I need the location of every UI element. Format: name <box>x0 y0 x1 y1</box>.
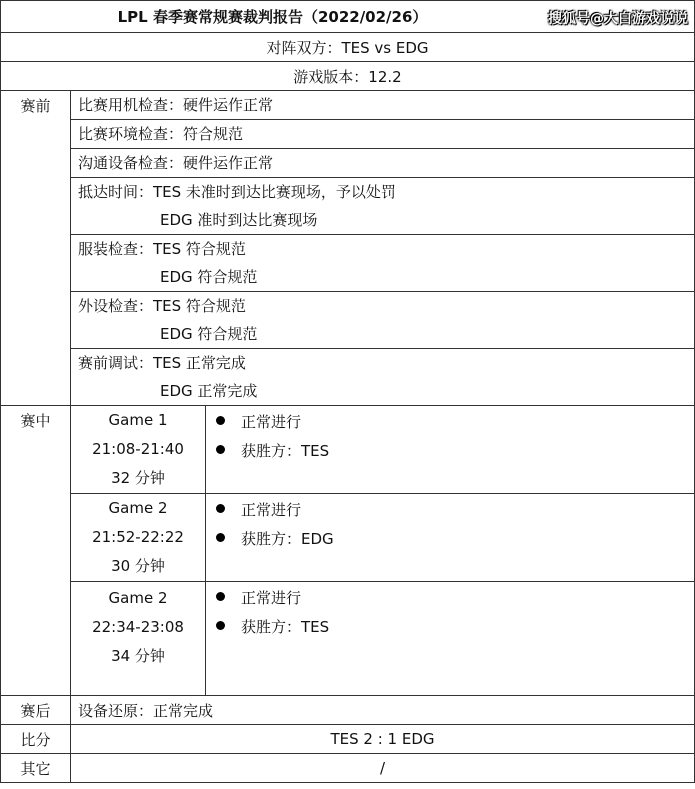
game-time: 22:34-23:08 <box>92 618 184 636</box>
section-label-mid: 赛中 <box>1 406 71 696</box>
pre-item-attire <box>71 235 695 292</box>
bullet-item <box>216 584 694 613</box>
pre-item-setup <box>71 349 695 406</box>
game-winner: 获胜方：EDG <box>241 530 334 548</box>
bullet-dot-icon <box>216 592 225 601</box>
game-name: Game 1 <box>108 411 168 429</box>
game-info <box>71 582 206 696</box>
report-title-cell <box>1 1 695 33</box>
game-duration: 30 分钟 <box>111 557 165 575</box>
bullet-item <box>216 525 694 554</box>
game-status: 正常进行 <box>241 501 302 519</box>
report-title: LPL 春季赛常规赛裁判报告（2022/02/26） <box>117 8 428 26</box>
pre-item-line: 服装检查：TES 符合规范 <box>78 240 246 258</box>
game-time: 21:08-21:40 <box>92 440 184 458</box>
game-time: 21:52-22:22 <box>92 528 184 546</box>
bullet-dot-icon <box>216 504 225 513</box>
score-value: TES 2 : 1 EDG <box>71 725 695 754</box>
pre-item-peripherals <box>71 292 695 349</box>
pre-item-arrival <box>71 178 695 235</box>
matchup: 对阵双方：TES vs EDG <box>1 33 695 62</box>
game-result <box>206 582 695 696</box>
bullet-dot-icon <box>216 416 225 425</box>
pre-item-line: EDG 正常完成 <box>160 382 258 400</box>
bullet-dot-icon <box>216 621 225 630</box>
game-info <box>71 406 206 494</box>
pre-item-line: 抵达时间：TES 未准时到达比赛现场，予以处罚 <box>78 183 396 201</box>
post-value: 设备还原：正常完成 <box>71 696 695 725</box>
pre-item-line: EDG 符合规范 <box>160 268 258 286</box>
pre-item-line: 比赛环境检查：符合规范 <box>78 125 244 143</box>
pre-item-environment <box>71 120 695 149</box>
pre-item-line: 外设检查：TES 符合规范 <box>78 297 246 315</box>
pre-item-line: 赛前调试：TES 正常完成 <box>78 354 246 372</box>
game-winner: 获胜方：TES <box>241 618 330 636</box>
game-info <box>71 494 206 582</box>
pre-item-line: 沟通设备检查：硬件运作正常 <box>78 154 274 172</box>
watermark: 搜狐号@大白游戏说说 <box>548 11 689 27</box>
game-status: 正常进行 <box>241 413 302 431</box>
bullet-item <box>216 408 694 437</box>
other-value: / <box>71 754 695 783</box>
pre-item-line: EDG 符合规范 <box>160 325 258 343</box>
game-result <box>206 406 695 494</box>
game-name: Game 2 <box>108 589 168 607</box>
section-label-score: 比分 <box>1 725 71 754</box>
pre-item-line: EDG 准时到达比赛现场 <box>160 211 318 229</box>
game-duration: 32 分钟 <box>111 469 165 487</box>
bullet-dot-icon <box>216 533 225 542</box>
game-duration: 34 分钟 <box>111 647 165 665</box>
bullet-item <box>216 437 694 466</box>
section-label-other: 其它 <box>1 754 71 783</box>
section-label-pre: 赛前 <box>1 91 71 406</box>
pre-item-comms <box>71 149 695 178</box>
game-version: 游戏版本：12.2 <box>1 62 695 91</box>
section-label-post: 赛后 <box>1 696 71 725</box>
pre-item-line: 比赛用机检查：硬件运作正常 <box>78 96 274 114</box>
bullet-item <box>216 496 694 525</box>
game-name: Game 2 <box>108 499 168 517</box>
game-result <box>206 494 695 582</box>
bullet-item <box>216 613 694 642</box>
game-status: 正常进行 <box>241 589 302 607</box>
bullet-dot-icon <box>216 445 225 454</box>
game-winner: 获胜方：TES <box>241 442 330 460</box>
pre-item-machine <box>71 91 695 120</box>
